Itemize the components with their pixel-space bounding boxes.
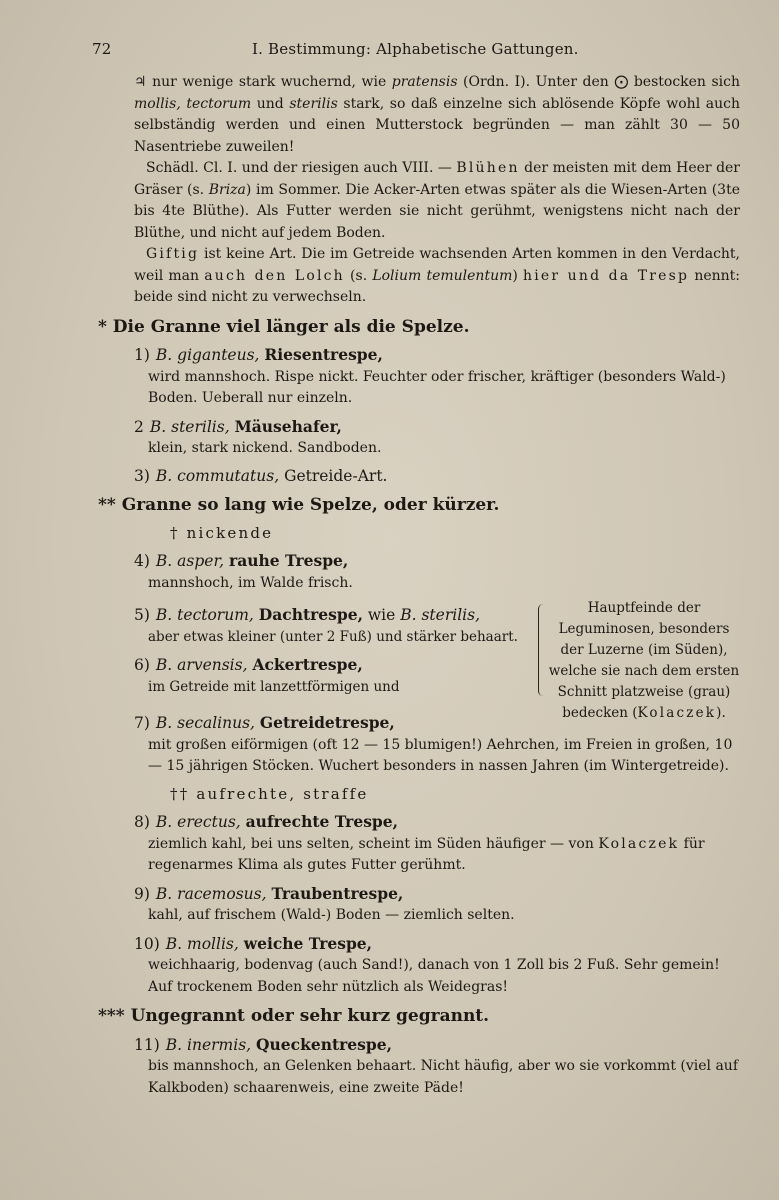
species-entry-arvensis: 6) B. arvensis, Ackertrespe, im Getreide mit lanzettförmigen und xyxy=(134,655,400,695)
species-entry-sterilis: 2 B. sterilis, Mäusehafer, klein, stark nickend. Sandboden. xyxy=(134,416,382,456)
bracketed-group xyxy=(134,598,740,721)
subgroup-nodding: † nickende xyxy=(170,523,274,542)
species-entry-erectus: 8) B. erectus, aufrechte Trespe, ziemlich kahl, bei uns selten, scheint im Süden häufiger — von Kolaczek für regenarmes Klima als gutes Futter gerühmt. xyxy=(134,812,705,873)
species-entry-inermis: 11) B. inermis, Queckentrespe, bis mannshoch, an Gelenken behaart. Nicht häufig, aber wo sie vorkommt (viel auf Kalkboden) schaarenweis, eine zweite Päde! xyxy=(134,1034,739,1096)
section-heading-awnless: *** Ungegrannt oder sehr kurz gegrannt. xyxy=(98,1006,490,1026)
species-entry-secalinus: 7) B. secalinus, Getreidetrespe, mit großen eiförmigen (oft 12 — 15 blumigen!) Aehrchen, im Freien in großen, 10 — 15 jährigen Stöcken. Wuchert besonders in nassen Jahren (im Wintergetreide). xyxy=(134,713,733,774)
page-body xyxy=(98,72,741,1099)
section-heading-short-awn: ** Granne so lang wie Spelze, oder kürzer. xyxy=(98,495,500,515)
species-entry-commutatus: 3) B. commutatus, Getreide-Art. xyxy=(134,466,388,485)
running-title: I. Bestimmung: Alphabetische Gattungen. xyxy=(252,40,579,58)
species-entry-racemosus: 9) B. racemosus, Traubentrespe, kahl, auf frischem (Wald-) Boden — ziemlich selten. xyxy=(134,883,515,923)
section-heading-long-awn: * Die Granne viel länger als die Spelze. xyxy=(98,316,470,337)
brace-note: Hauptfeinde der Leguminosen, besonders der Luzerne (im Süden), welche sie nach dem ersten Schnitt platzweise (grau) bedecken (Kolaczek). xyxy=(548,600,740,721)
species-entry-tectorum: 5) B. tectorum, Dachtrespe, wie B. sterilis, aber etwas kleiner (unter 2 Fuß) und stärker behaart. xyxy=(134,605,518,645)
intro-paragraph-2: Schädl. Cl. I. und der riesigen auch VIII. — Blühen der meisten mit dem Heer der Gräser (s. Briza) im Sommer. Die Acker-Arten etwas später als die Wiesen-Arten (3te bis 4te Blüthe). Als Futter werden sie nicht gerühmt, wenigstens nicht nach der Blüthe, und nicht auf jedem Boden. xyxy=(134,160,741,241)
species-entry-giganteus: 1) B. giganteus, Riesentrespe, wird mannshoch. Rispe nickt. Feuchter oder frischer, kräftiger (besonders Wald-) Boden. Ueberall nur einzeln. xyxy=(134,345,726,406)
subgroup-erect: †† aufrechte, straffe xyxy=(170,784,369,803)
species-entry-asper: 4) B. asper, rauhe Trespe, mannshoch, im Walde frisch. xyxy=(134,551,353,591)
curly-brace xyxy=(538,604,543,696)
intro-paragraph-1: ♃ nur wenige stark wuchernd, wie pratensis (Ordn. I). Unter den ⨀ bestocken sich mollis, tectorum und sterilis stark, so daß einzelne sich ablösende Köpfe wohl auch selbständig werden und einen Mutterstock begründen — man zählt 30 — 50 Nasentriebe zuweilen! xyxy=(134,74,740,155)
page-number: 72 xyxy=(92,40,112,58)
species-entry-mollis: 10) B. mollis, weiche Trespe, weichhaarig, bodenvag (auch Sand!), danach von 1 Zoll bis 2 Fuß. Sehr gemein! Auf trockenem Boden sehr nützlich als Weidegras! xyxy=(134,933,720,995)
intro-paragraph-3: Giftig ist keine Art. Die im Getreide wachsenden Arten kommen in den Verdacht, weil man auch den Lolch (s. Lolium temulentum) hier und da Tresp nennt: beide sind nicht zu verwechseln. xyxy=(134,246,741,305)
